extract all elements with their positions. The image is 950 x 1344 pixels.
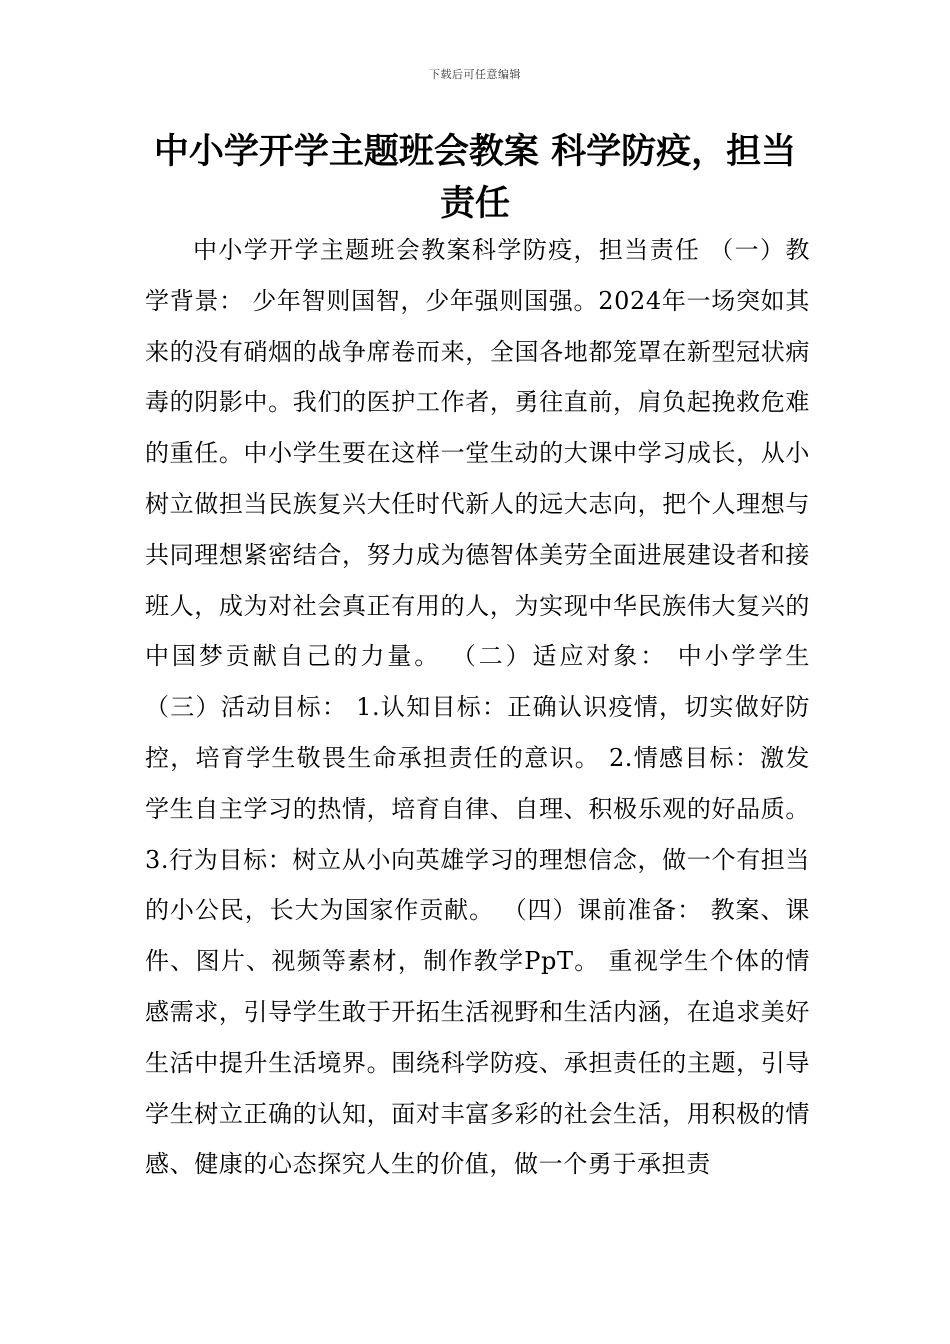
document-title: 中小学开学主题班会教案 科学防疫，担当责任 bbox=[153, 132, 797, 224]
document-body-paragraph: 中小学开学主题班会教案科学防疫，担当责任 （一）教学背景： 少年智则国智，少年强则国强。2024年一场突如其来的没有硝烟的战争席卷而来，全国各地都笼罩在新型冠状病毒的阴影中。我们的医护工作者，勇往直前，肩负起挽救危难的重任。中小学生要在这样一堂生动的大课中学习成长，从小树立做担当民族复兴大任时代新人的远大志向，把个人理想与共同理想紧密结合，努力成为德智体美劳全面进展建设者和接班人，成为对社会真正有用的人，为实现中华民族伟大复兴的中国梦贡献自己的力量。 （二）适应对象： 中小学学生 （三）活动目标： 1.认知目标：正确认识疫情，切实做好防控，培育学生敬畏生命承担责任的意识。 2.情感目标：激发学生自主学习的热情，培育自律、自理、积极乐观的好品质。 3.行为目标：树立从小向英雄学习的理想信念，做一个有担当的小公民，长大为国家作贡献。 （四）课前准备： 教案、课件、图片、视频等素材，制作教学PpT。 重视学生个体的情感需求，引导学生敢于开拓生活视野和生活内涵，在追求美好生活中提升生活境界。围绕科学防疫、承担责任的主题，引导学生树立正确的认知，面对丰富多彩的社会生活，用积极的情感、健康的心态探究人生的价值，做一个勇于承担责 bbox=[145, 236, 810, 1179]
page-header-note: 下载后可任意编辑 bbox=[429, 68, 521, 81]
